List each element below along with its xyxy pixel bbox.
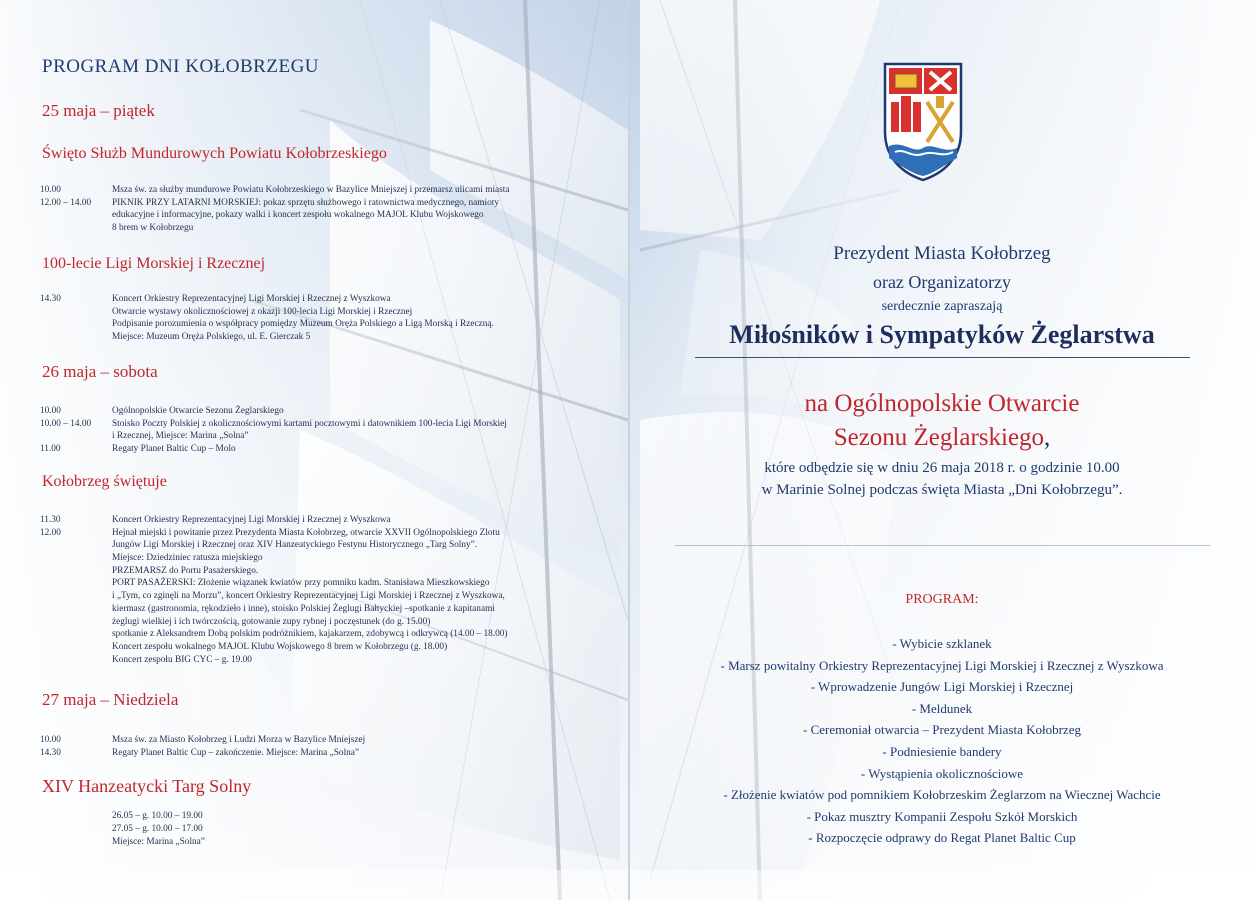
section-heading: 100-lecie Ligi Morskiej i Rzecznej [42, 255, 266, 272]
event-description: Hejnał miejski i powitanie przez Prezydenta Miasta Kołobrzeg, otwarcie XXVII Ogólnopolskiego Zlotu [112, 527, 500, 538]
event-row [40, 331, 620, 344]
event-list [40, 184, 620, 235]
event-description: Regaty Planet Baltic Cup – zakończenie. Miejsce: Marina „Solna” [112, 747, 360, 758]
event-time: 10.00 – 14.00 [40, 418, 92, 429]
event-description: Koncert Orkiestry Reprezentacyjnej Ligi Morskiej i Rzecznej z Wyszkowa [112, 515, 391, 525]
event-title-comma: , [1044, 424, 1051, 451]
event-list [40, 514, 620, 666]
headline-rule [695, 357, 1190, 358]
event-description: kiermasz (gastronomia, rękodzieło i inne), stoisko Polskiej Żeglugi Bałtyckiej –spotkanie z kapitanami [112, 603, 495, 614]
program-title: PROGRAM DNI KOŁOBRZEGU [42, 56, 320, 77]
event-description: Koncert zespołu BIG CYC – g. 19.00 [112, 654, 252, 665]
event-row [40, 747, 620, 760]
invite-line: serdecznie zapraszają [881, 299, 1003, 314]
section-heading: Święto Służb Mundurowych Powiatu Kołobrzeskiego [42, 145, 387, 162]
event-row [40, 430, 620, 443]
event-description: Ogólnopolskie Otwarcie Sezonu Żeglarskiego [112, 406, 284, 416]
event-description: spotkanie z Aleksandrem Dobą polskim podróżnikiem, kajakarzem, zdobywcą i odkrywcą (14.00 – 18.00) [112, 629, 508, 640]
event-row [40, 552, 620, 565]
program-item: - Wprowadzenie Jungów Ligi Morskiej i Rzecznej [810, 679, 1074, 695]
event-row [40, 616, 620, 629]
event-description: Podpisanie porozumienia o współpracy pomiędzy Muzeum Oręża Polskiego a Ligą Morską i Rzeczną. [112, 319, 494, 330]
event-description: Stoisko Poczty Polskiej z okolicznościowymi kartami pocztowymi i datownikiem 100-lecia Ligi Morskiej [112, 418, 507, 429]
event-list [40, 405, 620, 456]
program-item: - Wybicie szklanek [892, 636, 992, 651]
event-description: Otwarcie wystawy okolicznościowej z okazji 100-lecia Ligi Morskiej i Rzecznej [112, 306, 413, 317]
program-item: - Pokaz musztry Kompanii Zespołu Szkół Morskich [806, 808, 1078, 824]
event-description: Koncert Orkiestry Reprezentacyjnej Ligi Morskiej i Rzecznej z Wyszkowa [112, 294, 391, 304]
event-row [40, 222, 620, 235]
event-description: Msza św. za służby mundurowe Powiatu Kołobrzeskiego w Bazylice Mniejszej i przemarsz ulicami miasta [112, 185, 510, 195]
event-row [40, 527, 620, 540]
event-row [40, 514, 620, 527]
event-time: 10.00 [40, 406, 61, 416]
coat-of-arms-icon [883, 62, 963, 182]
event-description: i „Tym, co zginęli na Morzu”, koncert Orkiestry Reprezentacyjnej Ligi Morskiej i Rzecznej z Wyszkowa, [112, 591, 505, 602]
event-row [40, 306, 620, 319]
event-row [40, 209, 620, 222]
event-description: Koncert zespołu wokalnego MAJOL Klubu Wojskowego 8 brem w Kołobrzegu (g. 18.00) [112, 641, 448, 652]
divider [675, 545, 1210, 546]
event-row [40, 443, 620, 456]
event-row [40, 654, 620, 667]
event-row [40, 641, 620, 654]
event-description: edukacyjne i informacyjne, pokazy walki i koncert zespołu wokalnego MAJOL Klubu Wojskowego [112, 210, 484, 221]
event-title [632, 424, 1252, 452]
event-row [40, 590, 620, 603]
event-description: Miejsce: Muzeum Oręża Polskiego, ul. E. Gierczak 5 [112, 332, 311, 343]
section-heading: Kołobrzeg świętuje [42, 473, 167, 490]
event-details: które odbędzie się w dniu 26 maja 2018 r. o godzinie 10.00 [764, 460, 1120, 476]
event-list [40, 734, 620, 759]
event-description: Regaty Planet Baltic Cup – Molo [112, 444, 236, 455]
event-row [40, 565, 620, 578]
invite-line: Prezydent Miasta Kołobrzeg [833, 243, 1051, 264]
event-title: na Ogólnopolskie Otwarcie [804, 390, 1080, 417]
event-row [40, 197, 620, 210]
event-description: 8 brem w Kołobrzegu [112, 223, 194, 234]
event-list [40, 293, 620, 344]
event-row [40, 293, 620, 306]
page-fold [628, 0, 630, 900]
event-row [40, 539, 620, 552]
event-row [40, 628, 620, 641]
hours-line: Miejsce: Marina „Solna” [112, 837, 205, 847]
event-row [40, 577, 620, 590]
event-row [40, 184, 620, 197]
event-description: i Rzecznej, Miejsce: Marina „Solna” [112, 431, 249, 442]
event-row [40, 318, 620, 331]
program-list [632, 636, 1252, 852]
event-time: 11.00 [40, 444, 61, 455]
event-time: 14.30 [40, 747, 61, 758]
event-row [40, 734, 620, 747]
event-row [40, 418, 620, 431]
program-item: - Meldunek [911, 700, 973, 716]
hours-line: 27.05 – g. 10.00 – 17.00 [112, 824, 203, 834]
event-time: 14.30 [40, 294, 61, 304]
event-description: żeglugi wielkiej i ich twórczością, gotowanie zupy rybnej i poczęstunek (do g. 15.00) [112, 616, 431, 627]
day-heading: 26 maja – sobota [42, 362, 158, 381]
event-description: Msza św. za Miasto Kołobrzeg i Ludzi Morza w Bazylice Mniejszej [112, 735, 366, 745]
program-item: - Ceremoniał otwarcia – Prezydent Miasta Kołobrzeg [803, 722, 1081, 738]
hours-line: 26.05 – g. 10.00 – 19.00 [112, 811, 203, 821]
program-item: - Wystąpienia okolicznościowe [860, 765, 1024, 781]
headline: Miłośników i Sympatyków Żeglarstwa [729, 320, 1155, 349]
event-title-text: Sezonu Żeglarskiego [833, 424, 1045, 451]
event-time: 10.00 [40, 185, 61, 195]
event-description: PORT PASAŻERSKI: Złożenie wiązanek kwiatów przy pomniku kadm. Stanisława Mieszkowskiego [112, 578, 490, 589]
targ-solny-hours [112, 810, 412, 849]
program-heading: PROGRAM: [905, 592, 979, 607]
program-item: - Podniesienie bandery [882, 743, 1002, 759]
program-item: - Złożenie kwiatów pod pomnikiem Kołobrzeskim Żeglarzom na Wiecznej Wachcie [723, 787, 1161, 803]
event-time: 12.00 – 14.00 [40, 197, 92, 208]
program-item: - Rozpoczęcie odprawy do Regat Planet Baltic Cup [808, 830, 1076, 846]
event-row [40, 405, 620, 418]
event-description: PRZEMARSZ do Portu Pasażerskiego. [112, 565, 259, 576]
event-description: Jungów Ligi Morskiej i Rzecznej oraz XIV Hanzeatyckiego Festynu Historycznego „Targ Solny”. [112, 540, 478, 551]
event-details: w Marinie Solnej podczas święta Miasta „Dni Kołobrzegu”. [761, 482, 1123, 498]
event-description: PIKNIK PRZY LATARNI MORSKIEJ: pokaz sprzętu służbowego i ratownictwa medycznego, namioty [112, 197, 499, 208]
event-row [40, 603, 620, 616]
event-time: 10.00 [40, 735, 61, 745]
day-heading: 25 maja – piątek [42, 101, 155, 120]
event-time: 12.00 [40, 527, 61, 538]
invite-line: oraz Organizatorzy [872, 272, 1012, 292]
event-description: Miejsce: Dziedziniec ratusza miejskiego [112, 553, 263, 564]
event-time: 11.30 [40, 515, 61, 525]
program-item: - Marsz powitalny Orkiestry Reprezentacyjnej Ligi Morskiej i Rzecznej z Wyszkowa [720, 657, 1164, 673]
section-heading: XIV Hanzeatycki Targ Solny [42, 776, 252, 796]
day-heading: 27 maja – Niedziela [42, 690, 179, 709]
